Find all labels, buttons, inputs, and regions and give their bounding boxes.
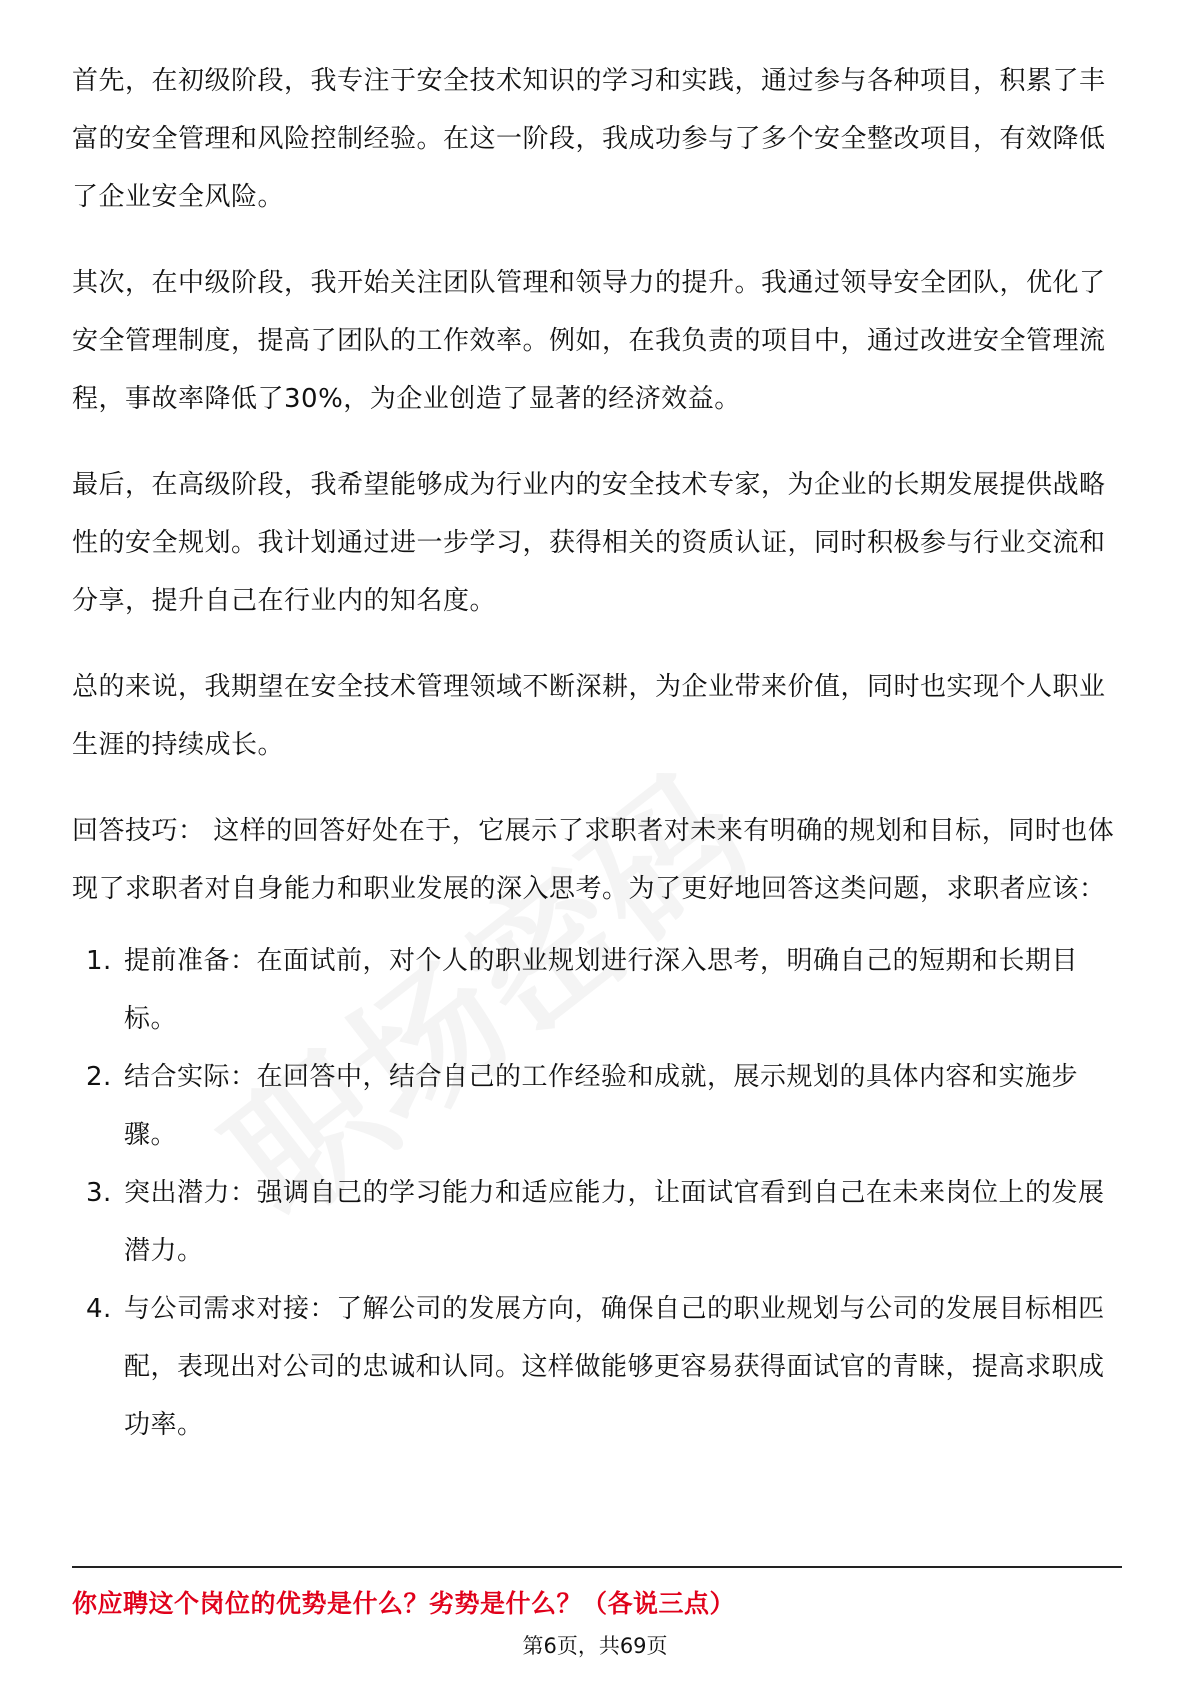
document-body <box>72 52 1122 1454</box>
list-item-text: 与公司需求对接：了解公司的发展方向，确保自己的职业规划与公司的发展目标相匹配，表现出对公司的忠诚和认同。这样做能够更容易获得面试官的青睐，提高求职成功率。 <box>124 1294 1105 1440</box>
page-number: 第6页，共69页 <box>522 1634 668 1658</box>
section-divider <box>72 1566 1122 1568</box>
list-item <box>72 1048 1122 1164</box>
list-item <box>72 1164 1122 1280</box>
list-item <box>72 1280 1122 1454</box>
list-item-number: 1. <box>86 946 112 976</box>
next-question-heading: 你应聘这个岗位的优势是什么？劣势是什么？（各说三点） <box>72 1589 736 1618</box>
paragraph-mid-stage: 其次，在中级阶段，我开始关注团队管理和领导力的提升。我通过领导安全团队，优化了安全管理制度，提高了团队的工作效率。例如，在我负责的项目中，通过改进安全管理流程，事故率降低了30%，为企业创造了显著的经济效益。 <box>72 268 1106 414</box>
list-item-text: 突出潜力：强调自己的学习能力和适应能力，让面试官看到自己在未来岗位上的发展潜力。 <box>124 1178 1105 1266</box>
list-item-text: 结合实际：在回答中，结合自己的工作经验和成就，展示规划的具体内容和实施步骤。 <box>124 1062 1079 1150</box>
list-item-number: 4. <box>86 1294 112 1324</box>
paragraph-senior-stage: 最后，在高级阶段，我希望能够成为行业内的安全技术专家，为企业的长期发展提供战略性的安全规划。我计划通过进一步学习，获得相关的资质认证，同时积极参与行业交流和分享，提升自己在行业内的知名度。 <box>72 470 1106 616</box>
list-item-text: 提前准备：在面试前，对个人的职业规划进行深入思考，明确自己的短期和长期目标。 <box>124 946 1079 1034</box>
paragraph-summary: 总的来说，我期望在安全技术管理领域不断深耕，为企业带来价值，同时也实现个人职业生涯的持续成长。 <box>72 672 1106 760</box>
tips-list <box>72 932 1122 1454</box>
list-item-number: 3. <box>86 1178 112 1208</box>
list-item <box>72 932 1122 1048</box>
list-item-number: 2. <box>86 1062 112 1092</box>
paragraph-junior-stage: 首先，在初级阶段，我专注于安全技术知识的学习和实践，通过参与各种项目，积累了丰富的安全管理和风险控制经验。在这一阶段，我成功参与了多个安全整改项目，有效降低了企业安全风险。 <box>72 66 1106 212</box>
paragraph-answer-tips: 回答技巧： 这样的回答好处在于，它展示了求职者对未来有明确的规划和目标，同时也体现了求职者对自身能力和职业发展的深入思考。为了更好地回答这类问题，求职者应该： <box>72 816 1115 904</box>
